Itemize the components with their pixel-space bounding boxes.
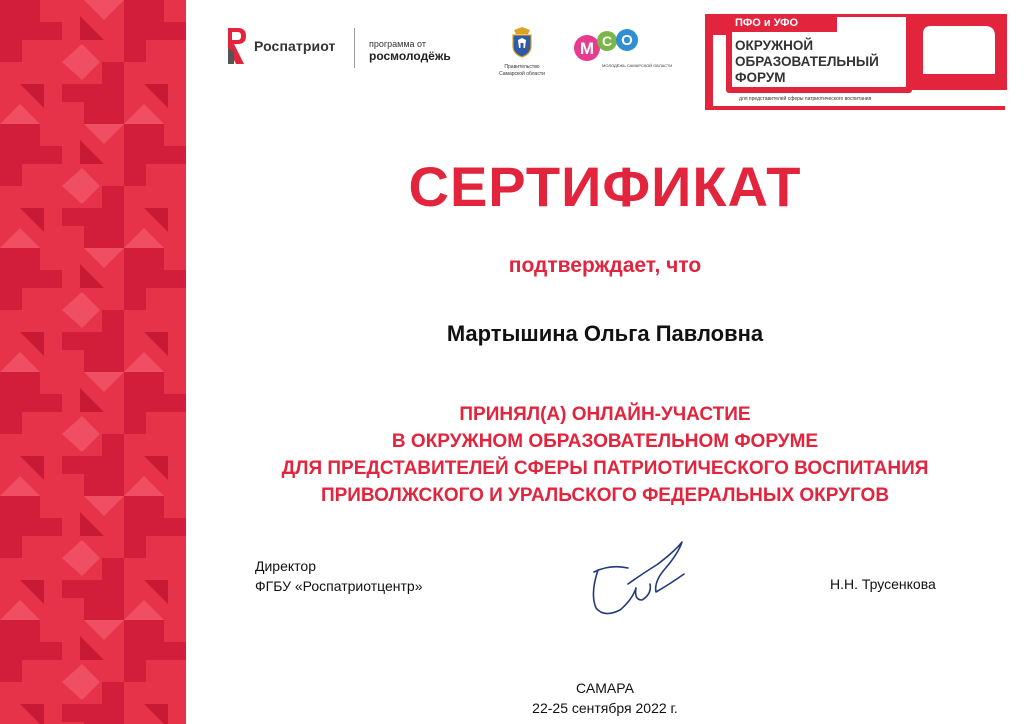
forum-name-line3: ФОРУМ: [735, 70, 786, 85]
event-place-date: [186, 678, 1024, 718]
pattern-graphic: [0, 0, 186, 724]
participation-statement: [186, 401, 1024, 509]
mso-caption: МОЛОДЁЖЬ САМАРСКОЙ ОБЛАСТИ: [602, 63, 673, 68]
forum-region-tag: ПФО и УФО: [735, 17, 799, 29]
forum-name: [735, 38, 879, 86]
mso-logo: [572, 27, 673, 72]
statement-line-4: ПРИВОЛЖСКОГО И УРАЛЬСКОГО ФЕДЕРАЛЬНЫХ ОКРУГОВ: [320, 485, 890, 506]
signer-name: Н.Н. Трусенкова: [830, 576, 936, 592]
government-logo: [494, 26, 550, 77]
statement-line-2: В ОКРУЖНОМ ОБРАЗОВАТЕЛЬНОМ ФОРУМЕ: [391, 431, 819, 452]
certificate-title: СЕРТИФИКАТ: [408, 155, 802, 218]
header-divider: [354, 28, 355, 68]
signer-role-line2: ФГБУ «Роспатриотцентр»: [255, 578, 423, 594]
mso-logo-icon: [572, 27, 648, 67]
forum-name-line1: ОКРУЖНОЙ: [735, 38, 814, 53]
handwritten-signature: [580, 534, 690, 624]
mso-letter-o: О: [621, 32, 633, 49]
signer-role-line1: Директор: [255, 558, 316, 574]
government-caption-line1: Правительство: [504, 64, 540, 70]
forum-subtitle: для представителей сферы патриотического воспитания: [739, 96, 872, 102]
event-dates: 22-25 сентября 2022 г.: [532, 700, 678, 716]
statement-line-1: ПРИНЯЛ(А) ОНЛАЙН-УЧАСТИЕ: [459, 404, 751, 425]
recipient-name: Мартышина Ольга Павловна: [446, 321, 764, 346]
government-caption-line2: Самарской области: [499, 71, 545, 77]
coat-of-arms-icon: [508, 26, 536, 58]
rospatriot-name: Роспатриот: [254, 38, 336, 54]
signer-role: [255, 556, 423, 596]
decorative-pattern-band: [0, 0, 186, 724]
rosmolodezh-logo: [369, 38, 451, 62]
mso-letter-m: М: [579, 39, 595, 58]
rospatriot-logo-icon: [224, 26, 248, 66]
statement-line-3: ДЛЯ ПРЕДСТАВИТЕЛЕЙ СФЕРЫ ПАТРИОТИЧЕСКОГО ВОСПИТАНИЯ: [281, 458, 929, 479]
forum-logo: [705, 14, 1007, 110]
confirms-text: подтверждает, что: [508, 254, 702, 277]
rospatriot-logo: [224, 26, 335, 66]
rosmolodezh-line2: росмолодёжь: [369, 49, 451, 63]
mso-letter-s: С: [601, 33, 613, 49]
forum-name-line2: ОБРАЗОВАТЕЛЬНЫЙ: [735, 54, 879, 69]
event-city: САМАРА: [576, 680, 634, 696]
rosmolodezh-line1: программа от: [369, 39, 426, 49]
